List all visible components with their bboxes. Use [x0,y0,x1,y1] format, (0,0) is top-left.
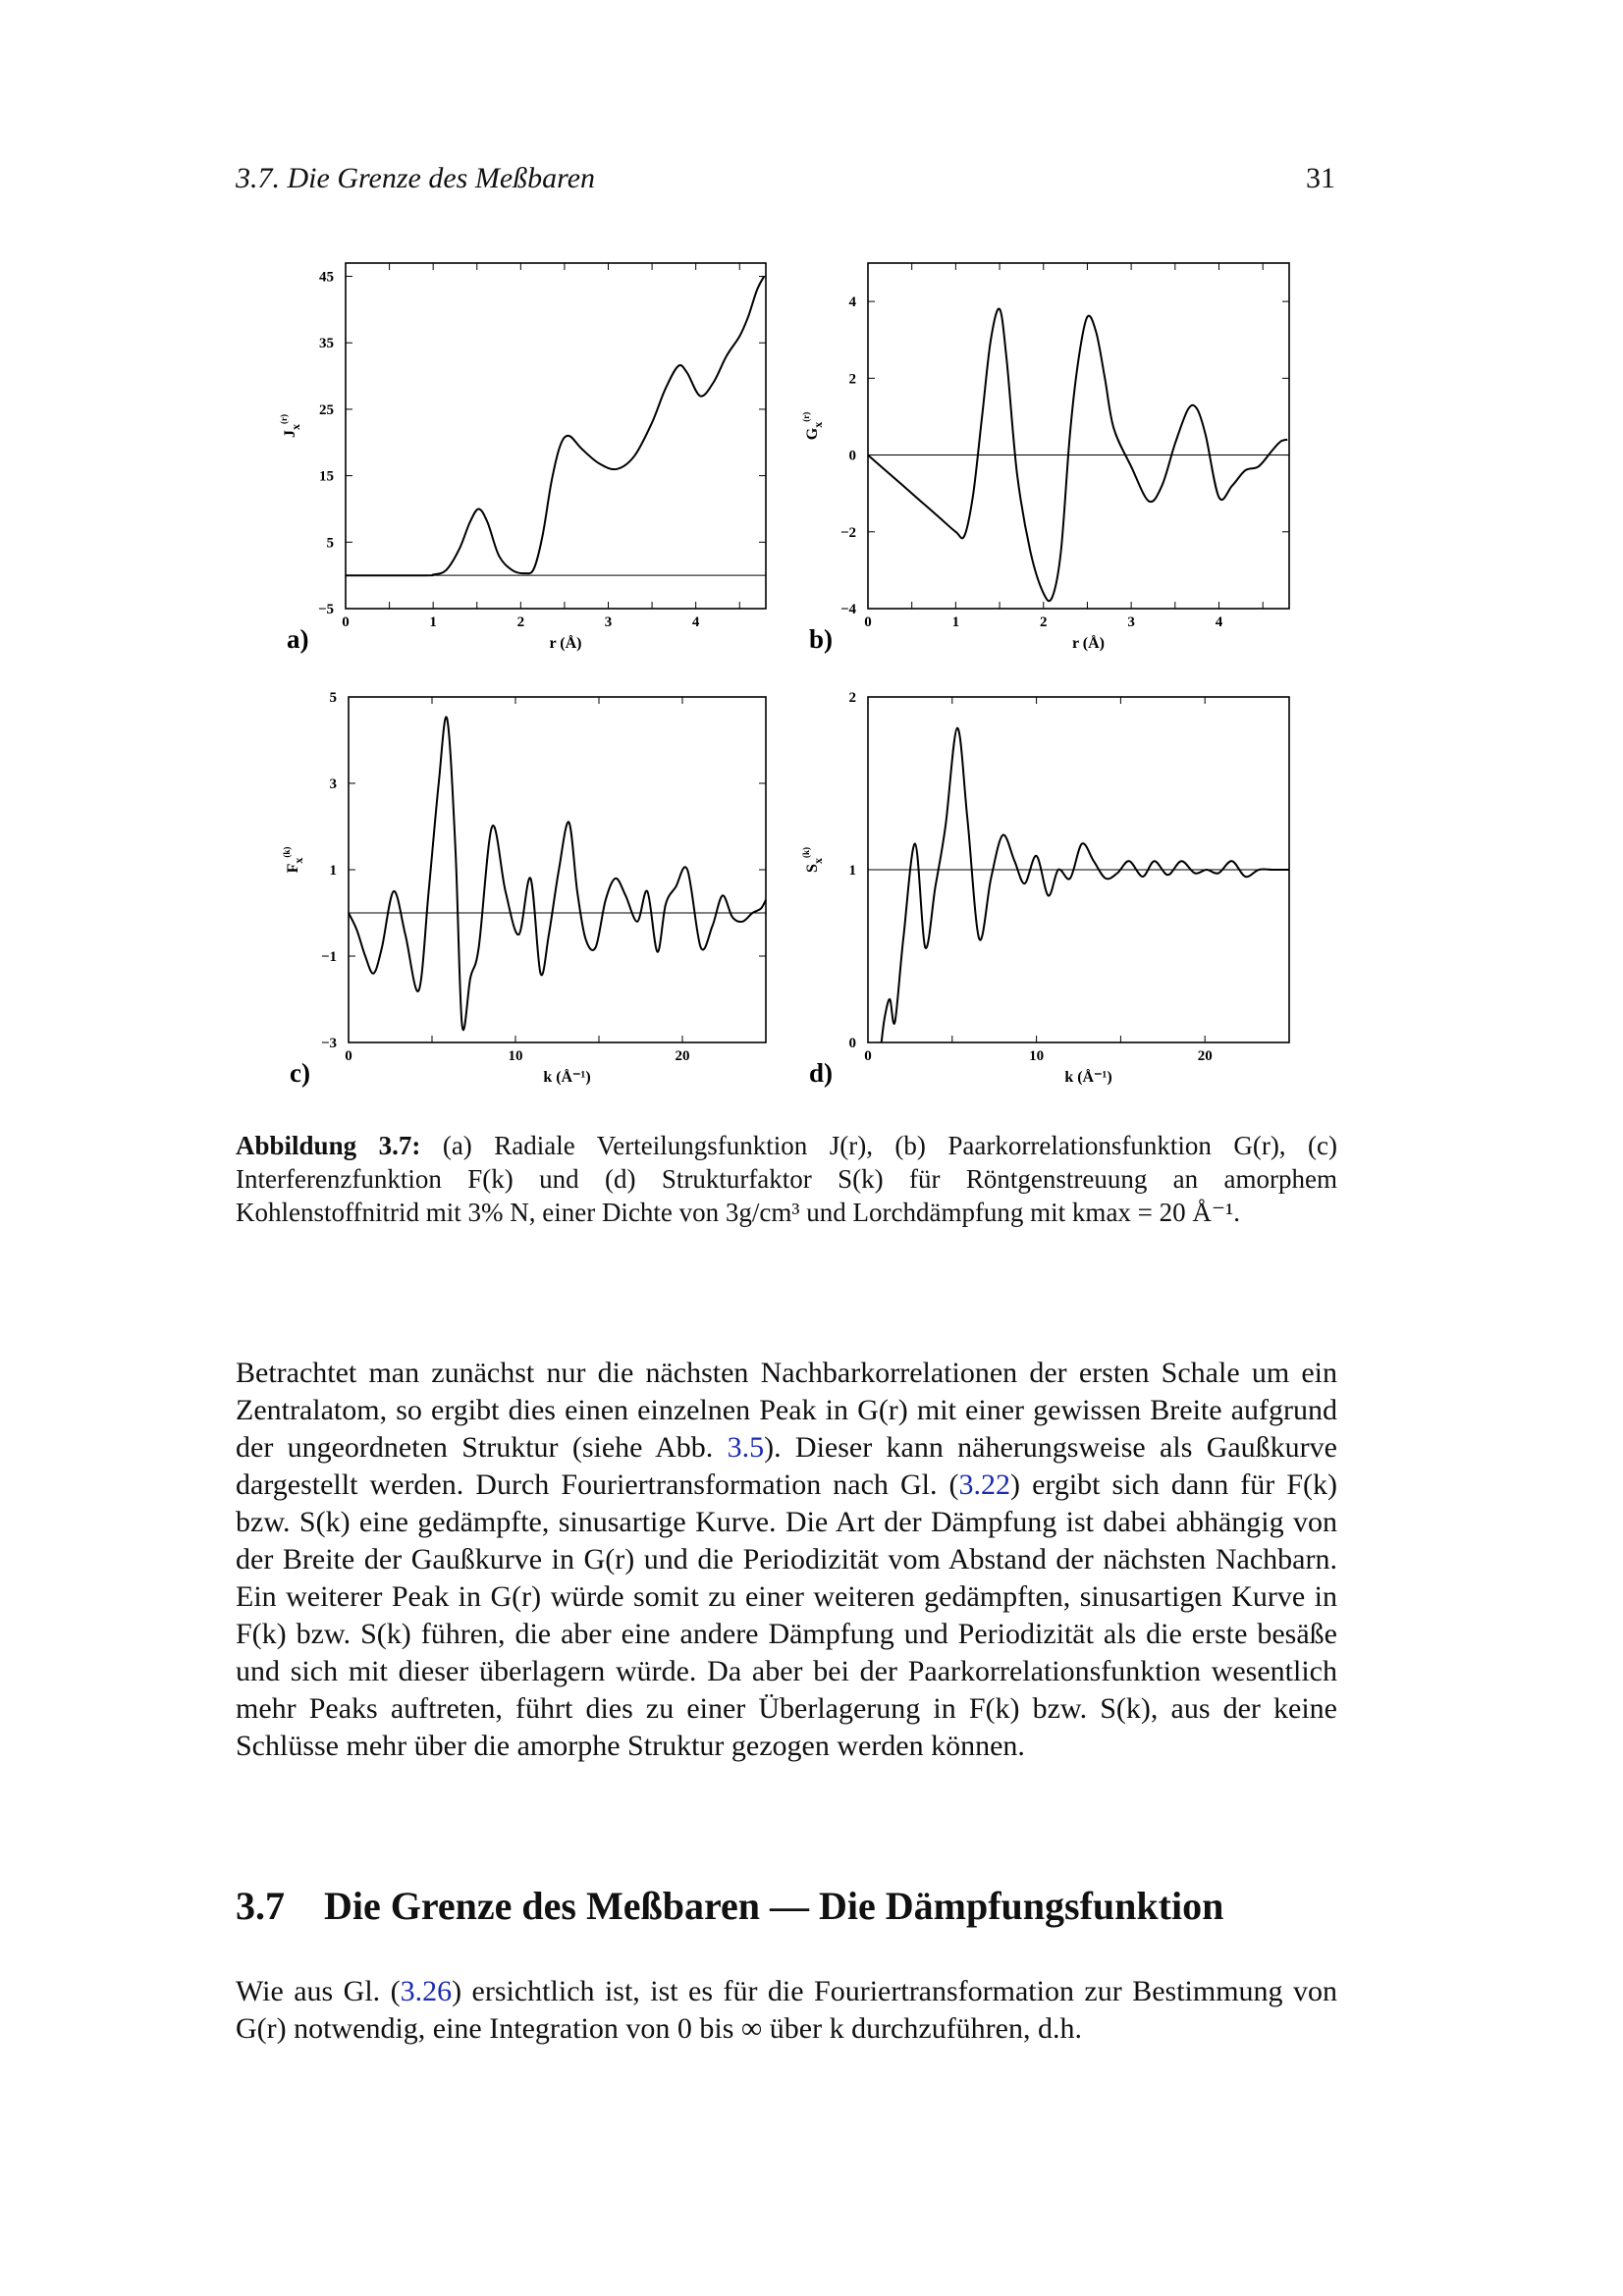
x-tick-label: 10 [508,1048,523,1064]
y-axis-label-sup: (k) [801,847,811,859]
para1-part-a: Betrachtet man zunächst nur die nächsten Nachbarkorrelationen der ersten Schale um ein Zentralatom, so ergibt dies einen einzelnen Peak in G(r) mit einer gewissen Breite aufgrund der ungeordneten Struktur (siehe Abb. [236,1357,1337,1464]
panel-c [282,690,766,1088]
panel-d [801,690,1289,1088]
y-tick-label: −1 [320,949,337,965]
section-number: 3.7 [236,1884,285,1928]
data-curve [346,277,764,576]
y-tick-label: 0 [848,1036,856,1051]
x-axis-label: k (Å⁻¹) [1064,1069,1112,1086]
y-tick-label: −2 [839,524,856,541]
y-tick-label: 5 [329,690,337,706]
y-axis-label-sub: x [811,858,825,865]
section-heading [236,1883,1223,1929]
x-tick-label: 0 [864,1048,872,1064]
y-axis-label [801,847,825,873]
y-axis-label-main: G [804,427,821,441]
y-axis-label-sup: (r) [801,411,811,422]
y-tick-label: 2 [848,371,856,388]
plot-frame [346,263,766,609]
para1-part-c: ) ergibt sich dann für F(k) bzw. S(k) eine gedämpfte, sinusartige Kurve. Die Art der Dämpfung ist dabei abhängig von der Breite der Gaußkurve in G(r) und die Periodizität vom Abstand der nächsten Nachbarn. Ein weiterer Peak in G(r) würde somit zu einer weiteren gedämpften, sinusartigen Kurve in F(k) bzw. S(k) führen, die aber eine andere Dämpfung und Periodizität als die erste besäße und sich mit dieser überlagern würde. Da aber bei der Paarkorrelationsfunktion wesentlich mehr Peaks auftreten, führt dies zu einer Überlagerung in F(k) bzw. S(k), aus der keine Schlüsse mehr über die amorphe Struktur gezogen werden können. [236,1468,1337,1762]
y-tick-label: 25 [319,401,334,418]
y-tick-label: 1 [329,863,337,879]
y-axis-label-main: J [282,430,298,438]
y-axis-label-sub: x [289,424,302,430]
panel-label: c) [290,1058,310,1088]
y-tick-label: −5 [317,602,334,617]
caption-label: Abbildung 3.7: [236,1131,421,1160]
caption-text: (a) Radiale Verteilungsfunktion J(r), (b) Paarkorrelationsfunktion G(r), (c) Interferenzfunktion F(k) und (d) Strukturfaktor S(k) für Röntgenstreuung an amorphem Kohlenstoffnitrid mit 3% N, einer Dichte von 3g/cm³ und Lorchdämpfung mit kmax = 20 Å⁻¹. [236,1131,1338,1227]
para2-part-a: Wie aus Gl. ( [236,1975,401,2007]
x-tick-label: 0 [342,614,350,630]
body-paragraph-1 [236,1355,1337,1765]
para1-part-b: ). Dieser kann näherungsweise als Gaußkurve dargestellt werden. Durch Fouriertransformation nach Gl. ( [236,1431,1337,1501]
x-tick-label: 0 [345,1048,352,1064]
x-tick-label: 0 [864,614,872,630]
y-tick-label: 0 [848,448,856,464]
y-tick-label: −3 [320,1036,337,1051]
data-curve [349,717,766,1030]
x-tick-label: 20 [675,1048,690,1064]
chart-jx [0,0,1623,1109]
x-axis-label: r (Å) [549,635,582,652]
y-tick-label: 3 [329,776,337,792]
y-tick-label: 15 [319,468,334,485]
panel-label: b) [809,624,834,654]
x-tick-label: 10 [1029,1048,1045,1064]
x-tick-label: 2 [1040,614,1048,630]
x-axis-label: k (Å⁻¹) [543,1069,591,1086]
running-head: 3.7. Die Grenze des Meßbaren [236,162,596,194]
x-tick-label: 3 [1127,614,1135,630]
section-title: Die Grenze des Meßbaren — Die Dämpfungsfunktion [324,1884,1224,1928]
y-axis-label-sub: x [811,421,825,428]
x-tick-label: 3 [604,614,613,630]
y-tick-label: 2 [848,690,856,706]
ref-link-3-26[interactable]: 3.26 [400,1975,453,2007]
y-axis-label [801,412,825,440]
data-curve [882,728,1289,1042]
ref-link-3-22[interactable]: 3.22 [958,1468,1011,1501]
x-tick-label: 20 [1197,1048,1213,1064]
body-paragraph-2 [236,1973,1337,2048]
y-axis-label-main: F [285,863,301,874]
y-axis-label-main: S [804,864,821,873]
panel-b [801,263,1289,654]
x-tick-label: 2 [516,614,525,630]
y-tick-label: −4 [839,602,856,617]
x-tick-label: 4 [691,614,700,630]
x-axis-label: r (Å) [1071,635,1106,652]
x-tick-label: 1 [951,614,960,630]
y-tick-label: 4 [848,294,856,311]
x-tick-label: 4 [1215,614,1223,630]
y-axis-label [279,414,302,438]
x-tick-label: 1 [429,614,437,630]
plot-frame [868,263,1289,609]
panel-a [279,263,766,654]
plot-frame [349,697,766,1042]
y-tick-label: 5 [326,535,334,552]
y-tick-label: 1 [848,863,856,879]
figure-caption [236,1129,1337,1229]
y-tick-label: 35 [319,336,334,352]
y-axis-label-sup: (r) [279,414,289,424]
ref-link-3-5[interactable]: 3.5 [727,1431,765,1464]
page-number: 31 [1306,162,1335,194]
y-axis-label-sub: x [292,857,305,864]
y-axis-label-sup: (k) [282,846,292,858]
y-axis-label [282,847,305,874]
panel-label: d) [809,1058,834,1088]
para2-part-b: ) ersichtlich ist, ist es für die Fouriertransformation zur Bestimmung von G(r) notwendig, eine Integration von 0 bis ∞ über k durchzuführen, d.h. [236,1975,1337,2045]
panel-label: a) [287,624,309,654]
y-tick-label: 45 [319,269,334,286]
